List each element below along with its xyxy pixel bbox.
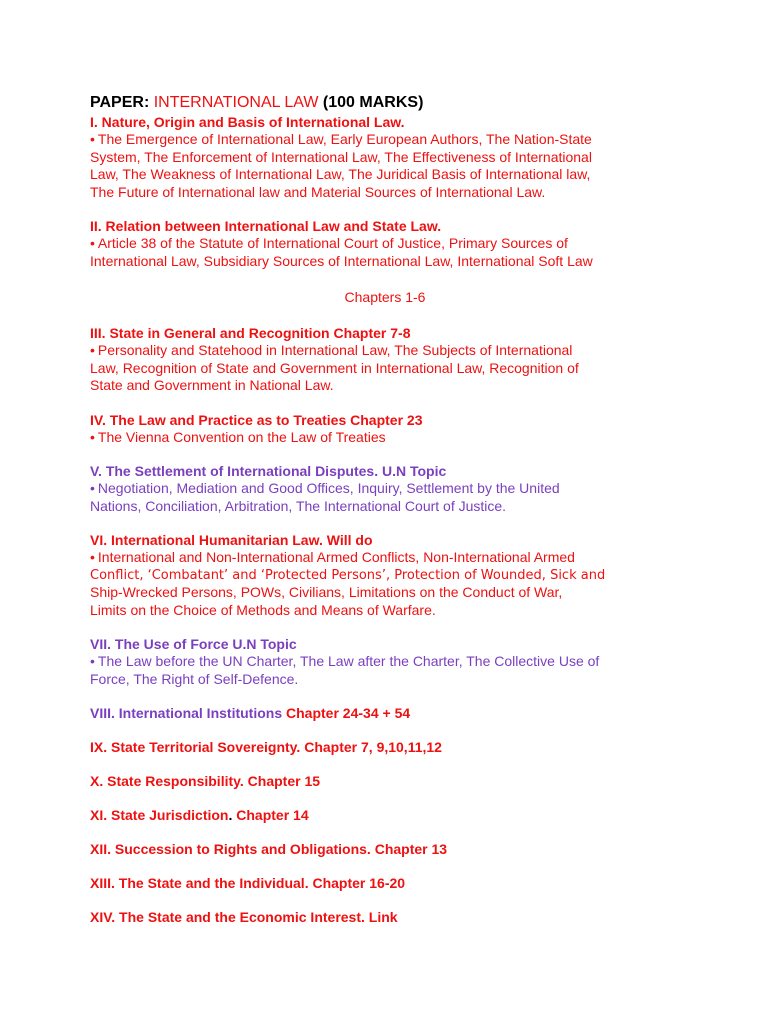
- section-1-line: System, The Enforcement of International Law, The Effectiveness of International: [90, 148, 592, 165]
- section-2-heading: II. Relation between International Law and State Law.: [90, 218, 442, 234]
- section-1-line: • The Emergence of International Law, Early European Authors, The Nation-State: [90, 131, 592, 147]
- section-2-line: • Article 38 of the Statute of International Court of Justice, Primary Sources of: [90, 235, 568, 251]
- section-3-line: State and Government in National Law.: [90, 377, 334, 393]
- bullet-icon: •: [90, 131, 95, 147]
- section-3-line: • Personality and Statehood in International Law, The Subjects of International: [90, 342, 573, 358]
- title-marks: (100 MARKS): [318, 94, 424, 111]
- section-6-body: [90, 549, 730, 619]
- section-7-heading: VII. The Use of Force U.N Topic: [90, 636, 297, 652]
- section-5-heading: V. The Settlement of International Disputes. U.N Topic: [90, 463, 447, 479]
- section-10-heading: X. State Responsibility. Chapter 15: [90, 773, 321, 789]
- section-4-line: • The Vienna Convention on the Law of Treaties: [90, 428, 386, 445]
- title-subject: INTERNATIONAL LAW: [153, 94, 319, 111]
- document-page: [90, 93, 730, 926]
- bullet-icon: •: [90, 653, 95, 669]
- section-1-line: The Future of International law and Material Sources of International Law.: [90, 183, 546, 200]
- section-11-heading: XI. State Jurisdiction. Chapter 14: [90, 807, 309, 823]
- document-title: [90, 93, 730, 113]
- bullet-icon: •: [90, 428, 95, 445]
- bullet-icon: •: [90, 342, 95, 358]
- section-6-line: Conflict, ‘Combatant’ and ‘Protected Persons’, Protection of Wounded, Sick and: [90, 567, 606, 583]
- section-13-heading: XIII. The State and the Individual. Chapter 16-20: [90, 875, 406, 891]
- section-12-heading: XII. Succession to Rights and Obligations. Chapter 13: [90, 841, 448, 857]
- section-6-line: Ship-Wrecked Persons, POWs, Civilians, Limitations on the Conduct of War,: [90, 584, 563, 600]
- section-6-line: Limits on the Choice of Methods and Means of Warfare.: [90, 601, 436, 618]
- section-7-line: Force, The Right of Self-Defence.: [90, 670, 299, 687]
- bullet-icon: •: [90, 235, 95, 251]
- title-prefix: PAPER:: [90, 94, 154, 111]
- section-4-body: [90, 429, 730, 447]
- section-2-line: International Law, Subsidiary Sources of International Law, International Soft Law: [90, 252, 593, 269]
- section-3-heading: III. State in General and Recognition Chapter 7-8: [90, 325, 411, 341]
- section-7-line: • The Law before the UN Charter, The Law after the Charter, The Collective Use of: [90, 653, 600, 669]
- chapters-note: Chapters 1-6: [344, 289, 426, 305]
- section-2-body: [90, 235, 730, 270]
- section-1-line: Law, The Weakness of International Law, The Juridical Basis of International law,: [90, 166, 591, 182]
- section-5-line: Nations, Conciliation, Arbitration, The International Court of Justice.: [90, 497, 507, 514]
- bullet-icon: •: [90, 549, 95, 565]
- section-6-line: • International and Non-International Armed Conflicts, Non-International Armed: [90, 549, 575, 565]
- bullet-icon: •: [90, 480, 95, 496]
- section-5-body: [90, 480, 730, 515]
- section-4-heading: IV. The Law and Practice as to Treaties Chapter 23: [90, 411, 423, 428]
- section-9-heading: IX. State Territorial Sovereignty. Chapter 7, 9,10,11,12: [90, 739, 442, 755]
- section-5-line: • Negotiation, Mediation and Good Offices, Inquiry, Settlement by the United: [90, 480, 560, 496]
- section-8-heading: VIII. International Institutions Chapter 24-34 + 54: [90, 705, 411, 721]
- section-3-body: [90, 342, 730, 395]
- section-1-body: [90, 131, 730, 201]
- section-6-heading: VI. International Humanitarian Law. Will do: [90, 532, 373, 548]
- section-7-body: [90, 653, 730, 688]
- section-3-line: Law, Recognition of State and Government in International Law, Recognition of: [90, 359, 579, 376]
- section-14-heading: XIV. The State and the Economic Interest. Link: [90, 909, 398, 925]
- section-1-heading: I. Nature, Origin and Basis of International Law.: [90, 114, 405, 130]
